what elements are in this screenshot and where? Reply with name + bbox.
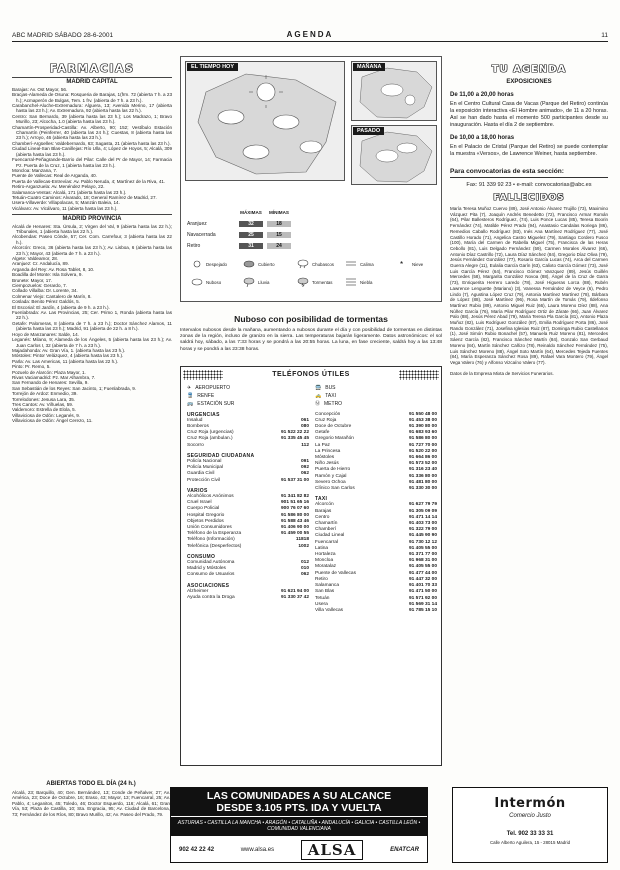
ad-subtitle: Comercio Justo xyxy=(509,813,551,819)
cloud-icon xyxy=(273,115,299,129)
phone-label: Niño Jesús xyxy=(315,461,339,467)
temp-row: Aranjuez 32 18 xyxy=(187,218,297,229)
phone-number: 91 471 50 00 xyxy=(408,589,437,595)
phone-number: 91 621 94 00 xyxy=(280,588,309,594)
phone-label: Policía Municipal xyxy=(187,465,223,471)
phone-label: Alcohólicos Anónimos xyxy=(187,494,234,500)
pharmacy-entry: San Sebastián de los Reyes: San Jacinto, 1; Fuenlabrada, 9. xyxy=(12,385,137,391)
phone-label: Chamberí xyxy=(315,527,337,533)
pharmacy-entry: El Escorial: El Jardín, 4 (abierta de 9 h. a 23 h.). xyxy=(12,304,110,310)
pharmacy-entry: Ciudad Lineal-San Blas-Canillejas: Río Ulla, 4; López de Hoyos, 5; Alcalá, 309 (abierta hasta las 23 h.). xyxy=(12,146,172,157)
phone-label: Chamartín xyxy=(315,521,338,527)
phone-number: 91 522 22 22 xyxy=(280,430,309,436)
phone-row xyxy=(187,478,309,484)
max-heading: MÁXIMAS xyxy=(240,210,262,215)
train-icon: 🚆 xyxy=(187,393,194,400)
phone-row xyxy=(187,544,309,550)
transport-icon-row: 🚕 TAXI xyxy=(315,393,336,400)
middle-column xyxy=(180,46,440,826)
legend-item: Calima xyxy=(345,259,374,269)
phone-label: Villa Vallecas xyxy=(315,607,344,613)
pharmacy-entry: Pinto: Pr. Remo, 5. xyxy=(12,364,51,370)
sun-icon xyxy=(257,83,275,101)
phone-number: 91 405 55 00 xyxy=(408,564,437,570)
phone-label: Policía Nacional xyxy=(187,459,222,465)
phone-number: 91 330 30 00 xyxy=(408,486,437,492)
phone-number: 91 403 73 00 xyxy=(408,521,437,527)
phone-number: 91 573 52 00 xyxy=(408,461,437,467)
phone-label: Fuencarral xyxy=(315,539,338,545)
pharmacy-entry: Majadahonda: Av. Gran Vía, 1. (abierta hasta las 23 h.). xyxy=(12,347,126,353)
phone-label: Cruz Roja (ambulan.) xyxy=(187,436,233,442)
ad-address: Calle Alberto Aguilera, 15 - 28015 Madrid xyxy=(489,840,571,845)
open-24h-heading: ABIERTAS TODO EL DÍA (24 h.) xyxy=(46,781,136,787)
open-24h-text: Alcalá, 23; Barquillo, 40; Gen. Bernández, 13; Conde de Peñalver, 27; Av. América, 23; Doce de Octubre, 16; Eraso, 43; Mayor, 13; Fuencarral, 25; Av. Pablo, 4; Leganitos, 45; Toledo, 46; Doctor Esquerdo, 116; Alcalá, 61; Gran Vía, 53; Plaza de Castilla, 10; Sta. Engracia, 95; Av. Ciudad de Barcelona, 73; Fernández de los Ríos, 80; Bravo Murillo, 42; Av. Paseo del Prado, 79. xyxy=(12,789,170,817)
phone-number: 91 445 90 90 xyxy=(408,533,437,539)
temperature-table xyxy=(187,207,297,251)
phone-number: 91 459 00 55 xyxy=(280,531,309,537)
pharmacy-entry: Usera-Villaverde: Villapolacas, 5; Manzán Baleia, 14. xyxy=(12,200,120,206)
min-value: 18 xyxy=(267,221,291,227)
phone-label: Retiro xyxy=(315,576,328,582)
phone-number: 91 330 37 42 xyxy=(280,595,309,601)
phone-number: 91 336 80 00 xyxy=(408,473,437,479)
ad-headline: DESDE 3.105 PTS. IDA Y VUELTA xyxy=(216,802,382,814)
plane-icon: ✈ xyxy=(187,385,192,391)
phone-label: Doce de Octubre xyxy=(315,424,352,430)
pharmacy-entry: Moncloa: Manzana, 7. xyxy=(12,167,58,173)
transport-icon-row: 🚍 BUS xyxy=(315,385,336,391)
cloudy-icon xyxy=(191,277,203,287)
madrid-provincia-heading: MADRID PROVINCIA xyxy=(12,214,172,222)
weather-map-today xyxy=(185,61,345,181)
partner-logo: ENATCAR xyxy=(390,847,419,853)
phone-number: 91 335 45 45 xyxy=(280,436,309,442)
phone-number: 91 664 86 00 xyxy=(408,455,437,461)
pharmacy-entry: Hoyo de Manzanares: Salde, 14. xyxy=(12,331,79,337)
overcast-icon xyxy=(243,259,255,269)
pharmacy-entry: Pozuelo de Alarcón: Plaza Mayor, 1. xyxy=(12,369,86,375)
phone-number: 91 371 77 00 xyxy=(408,552,437,558)
phone-number: 91 727 70 00 xyxy=(408,442,437,448)
legend-item: Niebla xyxy=(345,277,372,287)
event-time: De 11,00 a 20,00 horas xyxy=(450,92,514,98)
pharmacy-entry: Getafe: Palomeras, 8 (abierta de 7 h. a 23 h.); Doctor Sánchez Alamos, 11 (abierta hasta las 23 h.); Madrid, 91 (abierta de 22 h. a 8 h.). xyxy=(12,320,172,332)
phone-label: Moratalaz xyxy=(315,564,337,570)
ad-headline: LAS COMUNIDADES A SU ALCANCE xyxy=(206,790,392,802)
phone-row xyxy=(187,443,309,449)
pharmacy-entry: Carabanchel-Aluche-Extremadura: Alguera, 13; Avenida Merino, 17 (abierta hasta las 23 h.); Av. Extremadura, 92 (abierta hasta las 22 h.). xyxy=(12,103,172,114)
pharmacy-entry: Leganés: Milano, 9; Alameda de los Ángeles, 5 (abierta hasta las 23 h.); Av. Juan Carlos I, 32 (abierta de 7 h. a 23 h.). xyxy=(12,337,172,348)
phone-number: 91 569 31 14 xyxy=(408,601,437,607)
pharmacy-entry: Barajas: Av. Ost Mayor, 56. xyxy=(12,86,68,92)
min-value: 24 xyxy=(267,243,291,249)
phone-number: 91 477 44 00 xyxy=(408,570,437,576)
phone-number: 91 520 22 00 xyxy=(408,448,437,454)
phone-label: Teléfono (Información) xyxy=(187,537,235,543)
weather-legend xyxy=(185,255,437,299)
phone-number: 91 785 15 10 xyxy=(408,607,437,613)
phone-number: 91 316 23 40 xyxy=(408,467,437,473)
phone-label: Cruz Roja (urgencias) xyxy=(187,430,234,436)
page-number: 11 xyxy=(601,32,608,39)
phone-number: 91 453 38 00 xyxy=(408,417,437,423)
transport-icon-row: ✈ AEROPUERTO xyxy=(187,385,231,391)
phone-label: Bomberos xyxy=(187,424,209,430)
pharmacy-entry: Coslada: Benito Pérez Galdós, 5. xyxy=(12,299,80,305)
madrid-capital-list xyxy=(12,87,172,211)
phone-label: Latina xyxy=(315,545,329,551)
legend-item: Tormentas xyxy=(297,277,333,287)
phone-number: 112 xyxy=(301,442,309,448)
ad-phone: Tel. 902 33 33 31 xyxy=(506,831,554,837)
phone-label: Socorro xyxy=(187,442,204,448)
rain-icon xyxy=(243,277,255,287)
phone-number: 91 537 31 00 xyxy=(280,477,309,483)
pharmacy-entry: San Fernando de Henares: Sevilla, 9. xyxy=(12,380,89,386)
phone-number: 91 683 93 60 xyxy=(408,430,437,436)
bus-icon: 🚍 xyxy=(315,385,322,391)
forecast-title: Nuboso con posibilidad de tormentas xyxy=(234,314,388,324)
phone-label: Getafe xyxy=(315,430,330,436)
pharmacy-entry: Puerta de Vallecas-Entrevías: Av. Pablo Neruda, 4; Martínez de la Riva, 41. xyxy=(12,178,166,184)
open-24h-box xyxy=(12,782,170,818)
max-value: 32 xyxy=(239,221,263,227)
alsa-logo: ALSA xyxy=(301,840,364,860)
phone-label: Clínico San Carlos xyxy=(315,486,355,492)
pharmacies-banner: FARMACIAS xyxy=(49,62,135,75)
phone-number: 91 481 80 00 xyxy=(408,479,437,485)
phone-number: 91 447 32 00 xyxy=(408,576,437,582)
showers-icon xyxy=(297,259,309,269)
phone-number: 062 xyxy=(300,471,309,477)
phones-title: TELÉFONOS ÚTILES xyxy=(272,371,350,378)
fog-icon xyxy=(345,277,357,287)
phone-number: 91 588 43 46 xyxy=(280,518,309,524)
intermon-advertisement[interactable] xyxy=(452,787,608,863)
storm-icon xyxy=(297,277,309,287)
phone-number: 91 341 82 82 xyxy=(280,494,309,500)
ad-routes: ASTURIAS • CASTILLA LA MANCHA • ARAGÓN • CATALUÑA • ANDALUCÍA • GALICIA • CASTILLA LEÓN • COMUNIDAD VALENCIANA xyxy=(171,816,427,836)
phone-label: Unión Consumidores xyxy=(187,525,232,531)
phone-number: 91 550 48 00 xyxy=(408,411,437,417)
pharmacy-entry: Alcobendas: Paseo Cónde, 57; Cer. Com. Carrefour, 3 (abierta hasta las 22 h.). xyxy=(12,234,172,245)
madrid-provincia-list xyxy=(12,224,172,424)
pharmacy-entry: Fuenlabrada: Av. Las Provincias, 25; Cer. Primo 1, Ronda (abierta hasta las 22 h.). xyxy=(12,310,172,321)
phone-number: 900 76 07 60 xyxy=(280,506,309,512)
pharmacy-entry: Chamartín-Prosperidad-Castilla: Av. Alberto, 90; 152; Vestíbulo Estación Chamartín (Peinferrer, 40 (abierta las 24 h.); Cuestas, 8 (abierta hasta las 23 h.); Arroyo, 46 (abierta hasta las 23 h.). xyxy=(12,124,172,141)
pharmacy-entry: Vicálvaro: Av. Vicálvaro, 11 (abierta hasta las 23 h.). xyxy=(12,205,118,211)
phone-number: 91 627 79 79 xyxy=(408,502,437,508)
snow-icon xyxy=(397,259,409,269)
phone-number: 91 405 55 00 xyxy=(408,545,437,551)
obituaries-banner: FALLECIDOS xyxy=(493,193,565,203)
phone-label: Alcorcón xyxy=(315,502,334,508)
forecast-text: Intervalos nubosos desde la mañana, aumentando a nubosos durante el día y con posibilidad de tormentas en distintas zonas de la región, incluso de granizo en la sierra. Las temperaturas bajarán ligeramente. Datos astronómicos: el sol saldrá hoy, sábado, a las 7:33 horas y se pondrá a las 20:55 horas. La luna, en fase creciente, saldrá hoy a las 13:48 horas y se pondrá a las 23:38 horas. xyxy=(180,328,442,352)
phone-number: 91 730 12 12 xyxy=(408,539,437,545)
phone-row xyxy=(315,486,437,492)
phone-label: Protección Civil xyxy=(187,477,221,483)
header-date: ABC MADRID SÁBADO 28-6-2001 xyxy=(12,32,114,39)
event-text: En el Centro Cultural Casa de Vacas (Parque del Retiro) continúa la exposición interactiva «El Hombre animado», de 11 a 20 horas. Así se han dado hasta el momento 500 participantes desde su inauguración. Hasta el día 2 de septiembre. xyxy=(450,101,608,128)
phones-col-b: 🚍 BUS 🚕 TAXI Ⓜ METRO Concepción 91 550 48 00 Cruz Roja 91 453 38 00 Doce de Octubre 91 390 80 00 Getafe 91 683 93 60 Gregorio Marañón 91 586 80 00 La Paz 91 727 70 00 La Princesa 91 520 22 00 Móstoles 91 664 86 00 Niño Jesús 91 573 52 00 Puerta de Hierro 91 316 23 40 Ramón y Cajal 91 336 80 00 Severo Ochoa 91 481 80 00 Clínico San Carlos 91 330 30 00 TAXI Alcorcón 91 627 79 79 Barajas 91 305 09 09 Centro 91 471 14 14 Chamartín 91 403 73 00 Chamberí 91 322 79 00 Ciudad Lineal 91 445 90 90 Fuencarral 91 730 12 12 Latina 91 405 55 00 Hortaleza 91 371 77 00 Moncloa 91 968 31 00 Moratalaz 91 405 55 00 Puente de Vallecas 91 477 44 00 Retiro 91 447 32 00 Salamanca 91 401 70 33 San Blas 91 471 50 00 Tetuán 91 571 92 00 Usera 91 569 31 14 Villa Vallecas 91 785 15 10 xyxy=(315,385,437,613)
madrid-region-map xyxy=(186,62,345,181)
pharmacy-entry: Alcalá de Henares: Sta. Úrsula, 2; Virgen del Val, 9 (abierta hasta las 22 h.); Tribunales, 1 (abierta hasta las 22 h.). xyxy=(12,223,172,234)
haze-icon xyxy=(345,259,357,269)
phone-label: Centro xyxy=(315,514,330,520)
obituaries-text: María Teresa Muñoz Cuervo (89), José Antonio Álvarez Trujillo (73), Maximino Vázquez Pita (7), Joaquín Andrés Benedetto (72), Francisco Armar Román (64), Pilar Ballesteros Rodríguez, (74), Luis Ponce Lucas (85), Teresa Boorin Fernández (74), Matilde Pérez Prado (94), Anastasio Candalas Noriega (86), Remedios Caballo Rodríguez (83), Inés Ana Martínez Rodríguez (77), José Castillo Horado (71), Angelica Castro Miguelez (79), Santiago Cordero Fusco (100), María del Carmen de Rabella Miguel (75), Francisca de las Heras Cebollo (81), Luis Delgado Fernández (59), Carmen Morales Álvarez (66), Antonio Díaz Castrillo (72), Laura Díaz Sánchez (84), Gregorio Díaz Oliva (79), Jesús Fernández González (77), Rosario García Lucas (74), Arca del Carmen Guerra Alegre (11), Eulalia García Garín (63), Calixto García Gómez (73), José Luis García Pérez (64), Francisco Gómez Vanzquez (89), Jesús Guillén Mercedes (58), Margarita González Novoa (88), Ángel de la Cruz de Garra (73), Enriquerita Herrero Laredo (78), José Higueras Lorca (88), Rubén Lawrence Lenguette (Mariano) (3), Vanessa Fernández de Veyce (6), Pedro Lindo (7), Agustina López Cruz (79), Antonia Martínez Martínez (78), Bárbara de López (88), José Martínez (96), Rosa Martín de Tomás (79), Ildefonso Martínez Rubio (89), Antonio Miguel Ruiz (66), Laura Moreno Díez (88), Ana Núñez García (76), María Pilar Rodríguez Ortiz de Zárate (66), Juan Álvarez Palo (88), Jesús Pérez Abad (79), María Teresa Pla García (81), Antonio Plaza Muñoz (82), Luis Rodríguez González (87), Emilia Rodríguez Porta (86), José Rando González (71), Josefina Iglesias Ruiz (87), Dominga Rubio Castellanos (1), José Simón Rubio Bonachel (57), Manuela Ruiz Moreno (81), Mercedes Sáenz García (82), Francisco Sánchez Martín (84), Gonzalo San Gerbaud Moreno (84), Martín Sánchez Cañizo (78), Reinaldo Sánchez Fernández (75), Luis Sánchez Moreno (88), Ángel Soto Martín (64), Mercedes Tejeda Fuentes (84), María Esperanza Sánchez Rosa (89), Rafael Vara Montero (79), Ángel Vega Valero (76) y Alfonso Vizcaíno Valero (77). xyxy=(450,206,608,365)
obituaries-source: Datos de la Empresa Mixta de Servicios Funerarios. xyxy=(450,370,554,376)
max-value: 31 xyxy=(239,243,263,249)
today-label: EL TIEMPO HOY xyxy=(187,63,238,71)
phone-number: 901 51 65 16 xyxy=(280,500,309,506)
pharmacy-entry: Bracjas-Alameda de Osuna: Rosqueria de Barajas, 1(frm. 72 (abierta 7 h. a 23 h.); Acmaperón de Bulgas, Tem. 1 frv. (abierta de 7 h. a 23 h.). xyxy=(12,92,172,103)
exhibitions-heading: EXPOSICIONES xyxy=(506,79,552,85)
min-value: 15 xyxy=(267,232,291,238)
event-text: En el Palacio de Cristal (Parque del Retiro) se puede contemplar la muestra «Versos», de Lawrence Weiner, hasta septiembre. xyxy=(450,144,608,157)
pharmacy-entry: Retiro-Arganzuela: Av. Menéndez Pelayo, 22. xyxy=(12,184,105,190)
legend-item: Chubascos xyxy=(297,259,334,269)
phone-label: Ramón y Cajal xyxy=(315,473,347,479)
phone-number: 91 322 79 00 xyxy=(408,527,437,533)
max-value: 25 xyxy=(239,232,263,238)
tomorrow-label: MAÑANA xyxy=(353,63,385,71)
page-header xyxy=(12,30,608,42)
phone-number: 012 xyxy=(300,560,309,566)
cloud-icon xyxy=(243,145,269,159)
pharmacy-entry: Fuencarral-Peñagrande-Barrio del Pilar: Calle del Pr de Mayor, 14; Farmacia Pz. Puerta de la Cruz, 1 (abierta hasta las 23 h.). xyxy=(12,157,172,168)
phone-label: Insalud xyxy=(187,417,203,423)
sun-icon xyxy=(191,259,203,269)
submissions-heading: Para convocatorias de esta sección: xyxy=(450,168,608,178)
past-label: PASADO xyxy=(353,127,384,135)
cloud-icon xyxy=(300,141,322,153)
phone-label: Salamanca xyxy=(315,583,339,589)
phone-row xyxy=(315,608,437,614)
pharmacy-entry: Chamberí-Argüelles: Valdebernardo, 63; Sagasta, 21 (abierta hasta las 23 h.). xyxy=(12,140,171,146)
ad-phone: 902 42 22 42 xyxy=(179,847,215,853)
phone-label: Barajas xyxy=(315,508,332,514)
phone-label: La Princesa xyxy=(315,448,341,454)
fax-email: Fax: 91 339 92 23 • e-mail: convocatorias@abc.es xyxy=(466,182,592,188)
transport-icon-row: 🚌 ESTACIÓN SUR xyxy=(187,401,235,408)
phone-label: Comunidad Autónoma xyxy=(187,560,235,566)
pharmacy-entry: Brunete: Mayor, 17. xyxy=(12,277,53,283)
pharmacy-entry: Algete: Valdeamor, 28. xyxy=(12,256,59,261)
pharmacy-entry: Collado Villalba: Dr. Lorente, 34. xyxy=(12,288,78,294)
phone-label: Concepción xyxy=(315,411,341,417)
pharmacy-entry: Torrejón de Ardoz: Enmedio, 39. xyxy=(12,391,78,397)
transport-icon-row: 🚆 RENFE xyxy=(187,393,215,400)
intermon-logo: Intermón xyxy=(494,796,566,811)
pharmacy-entry: Torrelodones: Jesusa Lara, 35. xyxy=(12,396,76,402)
pharmacy-entry: Salamanca-Ventas: Alcalá, 171 (abierta hasta las 23 h.). xyxy=(12,189,127,195)
phone-label: La Paz xyxy=(315,442,330,448)
pharmacy-entry: Aranjuez: Cr. Andalucía, 89. xyxy=(12,261,69,267)
phone-number: 91 406 90 00 xyxy=(280,525,309,531)
phone-label: Teléfono de la Esperanza xyxy=(187,531,242,537)
phones-col-a: ✈ AEROPUERTO 🚆 RENFE 🚌 ESTACIÓN SUR URGENCIAS Insalud 061 Bomberos 080 Cruz Roja (urgencias) 91 522 22 22 Cruz Roja (ambulan.) 91 335 45 45 Socorro 112 SEGURIDAD CIUDADANA Policía Nacional 091 Policía Municipal 092 Guardia Civil 062 Protección Civil 91 537 31 00 VARIOS Alcohólicos Anónimos 91 341 82 82 Cruel Israel 901 51 65 16 Cuerpo Policial 900 76 07 60 Hospital Gregorio 91 586 80 00 Objetos Perdidos 91 588 43 46 Unión Consumidores 91 406 90 00 Teléfono de la Esperanza 91 459 00 55 Teléfono (Información) 11818 Telefónica (Desperfectos) 1002 CONSUMO Comunidad Autónoma 012 Madrid y Móstoles 010 Consumo de Usuarios 062 ASOCIACIONES Alzheimer 91 621 94 00 Ayuda contra la Droga 91 330 37 42 xyxy=(187,385,309,601)
phone-number: 91 305 09 09 xyxy=(408,508,437,514)
phone-number: 91 390 80 00 xyxy=(408,424,437,430)
phone-number: 91 401 70 33 xyxy=(408,583,437,589)
phone-number: 062 xyxy=(300,572,309,578)
pharmacy-entry: Tetuán-Cuatro Caminos: Alvarado, 18; General Ramírez de Madrid, 27. xyxy=(12,194,157,200)
min-heading: MÍNIMAS xyxy=(269,210,289,215)
pharmacy-entry: Ciempozuelos: Gerardo, 7. xyxy=(12,283,67,289)
phone-number: 010 xyxy=(300,566,309,572)
phone-label: Gregorio Marañón xyxy=(315,436,354,442)
phone-label: Usera xyxy=(315,601,328,607)
phone-label: Ayuda contra la Droga xyxy=(187,595,235,601)
temp-row: Navacerrada 25 15 xyxy=(187,229,297,240)
pharmacy-entry: Colmenar Viejo: Cantalero de Marín, 8. xyxy=(12,293,92,299)
phone-label: Madrid y Móstoles xyxy=(187,566,226,572)
alsa-advertisement[interactable] xyxy=(170,787,428,863)
phone-number: 11818 xyxy=(295,537,309,543)
phone-number: 91 586 80 00 xyxy=(408,436,437,442)
phone-label: Objetos Perdidos xyxy=(187,518,224,524)
svg-text:*: * xyxy=(400,260,404,269)
phone-row xyxy=(187,572,309,578)
bus-station-icon: 🚌 xyxy=(187,401,194,408)
pharmacy-entry: Parla: Av. Las Americas, 11 (abierta hasta las 22 h.). xyxy=(12,358,119,364)
agenda-column xyxy=(450,46,608,766)
phone-label: Hospital Gregorio xyxy=(187,512,225,518)
useful-phones-box xyxy=(180,366,442,766)
temp-row: Retiro 31 24 xyxy=(187,240,297,251)
phone-number: 1002 xyxy=(298,543,309,549)
pharmacy-entry: Villaviciosa de Odón: Leganés, 9. xyxy=(12,412,81,418)
agenda-banner: TU AGENDA xyxy=(491,64,567,75)
pharmacy-entry: Valdemoro: Estrella de Elola, 5. xyxy=(12,407,77,413)
phone-label: Moncloa xyxy=(315,558,334,564)
phone-label: Puerta de Hierro xyxy=(315,467,351,473)
phone-label: Ciudad Lineal xyxy=(315,533,345,539)
phone-number: 092 xyxy=(300,465,309,471)
phone-label: San Blas xyxy=(315,589,335,595)
pharmacies-column xyxy=(12,46,172,826)
transport-icon-row: Ⓜ METRO xyxy=(315,401,343,408)
phone-number: 091 xyxy=(300,459,309,465)
cloud-icon xyxy=(218,110,244,124)
pharmacy-entry: Tres Cantos: Av. Viñuelas, 59. xyxy=(12,401,74,407)
phone-label: Móstoles xyxy=(315,455,335,461)
legend-item: Despejado xyxy=(191,259,227,269)
metro-icon: Ⓜ xyxy=(315,401,321,408)
pharmacy-entry: Arganda del Rey: Av. Rosa Tablet, 8, 10. xyxy=(12,266,95,272)
ad-web: www.alsa.es xyxy=(240,847,275,853)
pharmacy-entry: Móstoles: Pintor Velázquez, 4 (abierta hasta las 23 h.). xyxy=(12,353,124,359)
pharmacy-entry: Villaviciosa de Odón: Ángel Cerezo, 11. xyxy=(12,418,93,424)
weather-box xyxy=(180,56,442,302)
event-time: De 10,00 a 18,00 horas xyxy=(450,135,515,141)
phone-number: 91 968 31 00 xyxy=(408,558,437,564)
phone-label: Guardia Civil xyxy=(187,471,215,477)
pharmacy-entry: Boadilla del Monte: Isla Solvera, 9. xyxy=(12,272,83,278)
phone-label: Alzheimer xyxy=(187,588,209,594)
pharmacy-entry: Centro: San Bernardo, 39 (abierta hasta las 23 h.); Los Madrazo, 1; Bravo Murillo, 23; Alcocha, 1.0 (abierta hasta las 23 h.). xyxy=(12,113,172,125)
taxi-icon: 🚕 xyxy=(315,393,322,400)
phone-label: Consumo de Usuarios xyxy=(187,572,235,578)
phone-label: Cruel Israel xyxy=(187,500,212,506)
pharmacy-entry: Puente de Vallecas: Real de Arganda, 40. xyxy=(12,173,97,179)
phone-label: Severo Ochoa xyxy=(315,479,346,485)
phone-label: Cruz Roja xyxy=(315,417,337,423)
legend-item: Lluvia xyxy=(243,277,269,287)
phone-label: Tetuán xyxy=(315,595,330,601)
phone-label: Cuerpo Policial xyxy=(187,506,220,512)
madrid-capital-heading: MADRID CAPITAL xyxy=(12,77,172,85)
phone-number: 91 571 92 00 xyxy=(408,595,437,601)
section-title: AGENDA xyxy=(286,30,334,39)
phone-number: 91 471 14 14 xyxy=(408,514,437,520)
phone-number: 91 586 80 00 xyxy=(280,512,309,518)
phone-label: Hortaleza xyxy=(315,552,336,558)
phone-number: 061 xyxy=(300,417,309,423)
legend-item: Nuboso xyxy=(191,277,221,287)
phone-number: 080 xyxy=(300,424,309,430)
pharmacy-entry: Rivas Vaciamadrid: Pz. Mar Alhambra, 7. xyxy=(12,374,96,380)
phone-label: Telefónica (Desperfectos) xyxy=(187,543,242,549)
phone-row xyxy=(187,595,309,601)
legend-item: * Nieve xyxy=(397,259,423,269)
phone-label: Puente de Vallecas xyxy=(315,570,356,576)
legend-item: Cubierto xyxy=(243,259,275,269)
pharmacy-entry: Alcorcón: Greco, 36 (abierta hasta las 23 h.); Av. Lisboa, 6 (abierta hasta las 23 h.); Mayor, 43 (abierta de 7 h. a 23 h.). xyxy=(12,245,172,256)
